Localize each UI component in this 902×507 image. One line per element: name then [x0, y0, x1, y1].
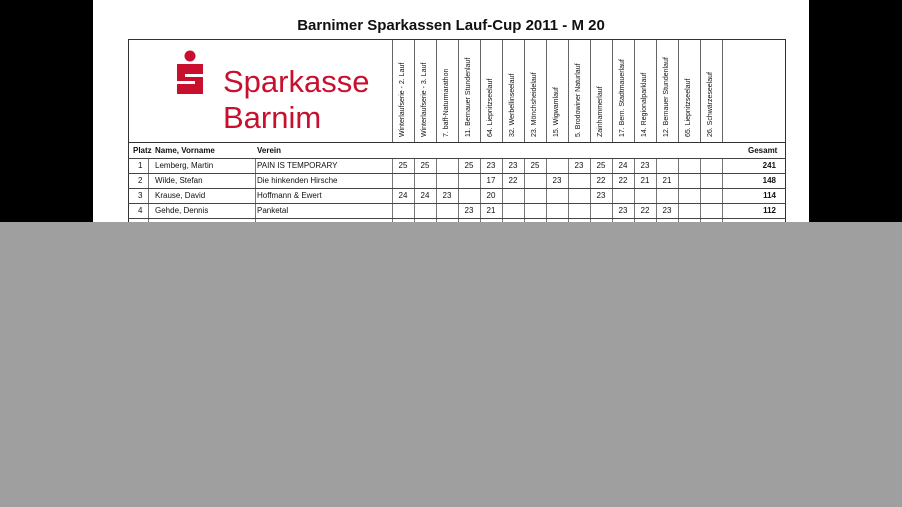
cell-divider — [700, 204, 701, 219]
cell-score: 23 — [574, 161, 584, 170]
cell-divider — [546, 204, 547, 219]
race-column-divider — [678, 40, 679, 142]
cell-divider — [148, 204, 149, 219]
cell-divider — [436, 204, 437, 219]
race-header-3: 7. baff-Naturmarathon — [443, 68, 450, 137]
race-header-13: 12. Bernauer Stundenlauf — [663, 57, 670, 137]
race-header-6: 32. Werbellinseelauf — [509, 73, 516, 137]
cell-score: 20 — [486, 191, 496, 200]
cell-score: 23 — [618, 206, 628, 215]
cell-divider — [148, 159, 149, 174]
cell-name: Krause, David — [155, 191, 206, 200]
race-header-10: Zainhammerlauf — [597, 86, 604, 137]
cell-divider — [458, 189, 459, 204]
cell-score: 25 — [530, 161, 540, 170]
cell-score: 23 — [662, 206, 672, 215]
cell-divider — [392, 204, 393, 219]
cell-divider — [524, 204, 525, 219]
cell-divider — [722, 189, 723, 204]
cell-score: 21 — [486, 206, 496, 215]
race-column-divider — [524, 40, 525, 142]
cell-divider — [656, 159, 657, 174]
cell-score: 17 — [486, 176, 496, 185]
table-row — [128, 173, 786, 189]
cell-divider — [414, 204, 415, 219]
race-column-divider — [656, 40, 657, 142]
page-title: Barnimer Sparkassen Lauf-Cup 2011 - M 20 — [297, 17, 605, 34]
cell-divider — [678, 189, 679, 204]
cell-score: 25 — [420, 161, 430, 170]
cell-divider — [436, 159, 437, 174]
cell-divider — [524, 189, 525, 204]
cell-gesamt: 241 — [762, 161, 776, 170]
cell-score: 23 — [640, 161, 650, 170]
cell-divider — [700, 159, 701, 174]
cell-verein: Hoffmann & Ewert — [257, 191, 322, 200]
race-header-15: 26. Schwärzeseelauf — [707, 72, 714, 137]
cell-divider — [414, 174, 415, 189]
cell-divider — [255, 174, 256, 189]
race-header-9: 5. Brodowiner Naturlauf — [575, 63, 582, 137]
cell-gesamt: 112 — [763, 206, 776, 215]
race-column-divider — [546, 40, 547, 142]
header-divider — [128, 142, 786, 143]
cell-divider — [568, 174, 569, 189]
header-platz: Platz — [133, 146, 152, 155]
table-row — [128, 203, 786, 219]
race-column-divider — [436, 40, 437, 142]
cell-score: 25 — [464, 161, 474, 170]
cell-score: 22 — [640, 206, 650, 215]
cell-divider — [722, 204, 723, 219]
gray-overlay — [0, 222, 902, 507]
table-row — [128, 158, 786, 174]
cell-verein: Die hinkenden Hirsche — [257, 176, 338, 185]
cell-divider — [255, 189, 256, 204]
cell-divider — [392, 174, 393, 189]
cell-divider — [700, 174, 701, 189]
sparkasse-logo — [173, 48, 370, 138]
race-header-2: Winterlaufserie - 3. Lauf — [421, 62, 428, 137]
cell-divider — [568, 204, 569, 219]
cell-score: 21 — [640, 176, 650, 185]
race-column-divider — [612, 40, 613, 142]
cell-divider — [568, 189, 569, 204]
cell-score: 24 — [398, 191, 408, 200]
race-header-8: 15. Wigwamlauf — [553, 87, 560, 137]
cell-divider — [255, 159, 256, 174]
cell-score: 22 — [596, 176, 606, 185]
cell-divider — [678, 174, 679, 189]
cell-name: Wilde, Stefan — [155, 176, 203, 185]
logo-line-1: Sparkasse — [223, 64, 370, 99]
cell-divider — [722, 174, 723, 189]
cell-divider — [502, 204, 503, 219]
cell-platz: 1 — [138, 161, 143, 170]
cell-score: 23 — [442, 191, 452, 200]
header-gesamt: Gesamt — [748, 146, 778, 155]
race-header-14: 65. Liepnitzseelauf — [685, 78, 692, 137]
cell-verein: PAIN IS TEMPORARY — [257, 161, 338, 170]
race-column-divider — [414, 40, 415, 142]
cell-score: 23 — [486, 161, 496, 170]
cell-score: 23 — [552, 176, 562, 185]
cell-divider — [524, 174, 525, 189]
cell-divider — [502, 189, 503, 204]
cell-divider — [678, 159, 679, 174]
cell-platz: 3 — [138, 191, 143, 200]
race-header-11: 17. Bern. Stadtmauerlauf — [619, 59, 626, 137]
header-name: Name, Vorname — [155, 146, 215, 155]
cell-score: 21 — [662, 176, 672, 185]
cell-divider — [255, 204, 256, 219]
logo-line-2: Barnim — [223, 100, 322, 135]
race-header-7: 23. Mönchsheidelauf — [531, 72, 538, 137]
race-header-4: 11. Bernauer Stundenlauf — [465, 57, 472, 137]
race-column-divider — [502, 40, 503, 142]
race-column-divider — [700, 40, 701, 142]
cell-score: 22 — [618, 176, 628, 185]
cell-divider — [148, 189, 149, 204]
cell-divider — [436, 174, 437, 189]
cell-divider — [546, 189, 547, 204]
cell-gesamt: 148 — [762, 176, 776, 185]
cell-score: 25 — [596, 161, 606, 170]
cell-divider — [678, 204, 679, 219]
cell-divider — [612, 189, 613, 204]
cell-score: 23 — [508, 161, 518, 170]
cell-divider — [458, 174, 459, 189]
cell-score: 24 — [618, 161, 628, 170]
cell-divider — [722, 159, 723, 174]
cell-score: 23 — [464, 206, 474, 215]
race-column-divider — [568, 40, 569, 142]
cell-divider — [656, 189, 657, 204]
cell-divider — [148, 174, 149, 189]
cell-name: Gehde, Dennis — [155, 206, 209, 215]
gesamt-column-divider — [722, 40, 723, 142]
race-column-divider — [392, 40, 393, 142]
cell-score: 24 — [420, 191, 430, 200]
table-row — [128, 188, 786, 204]
cell-verein: Panketal — [257, 206, 289, 215]
cell-name: Lemberg, Martin — [155, 161, 214, 170]
cell-score: 25 — [398, 161, 408, 170]
race-column-divider — [458, 40, 459, 142]
race-header-1: Winterlaufserie - 2. Lauf — [399, 62, 406, 137]
cell-score: 22 — [508, 176, 518, 185]
cell-divider — [634, 189, 635, 204]
cell-platz: 2 — [138, 176, 143, 185]
sparkasse-s-icon — [173, 50, 207, 98]
cell-divider — [590, 204, 591, 219]
header-verein: Verein — [257, 146, 282, 155]
race-column-divider — [590, 40, 591, 142]
race-header-5: 64. Liepnitzseelauf — [487, 78, 494, 137]
race-header-12: 14. Regionalparklauf — [641, 72, 648, 137]
cell-platz: 4 — [138, 206, 143, 215]
race-column-divider — [634, 40, 635, 142]
cell-gesamt: 114 — [763, 191, 776, 200]
race-column-divider — [480, 40, 481, 142]
cell-divider — [700, 189, 701, 204]
cell-score: 23 — [596, 191, 606, 200]
cell-divider — [546, 159, 547, 174]
